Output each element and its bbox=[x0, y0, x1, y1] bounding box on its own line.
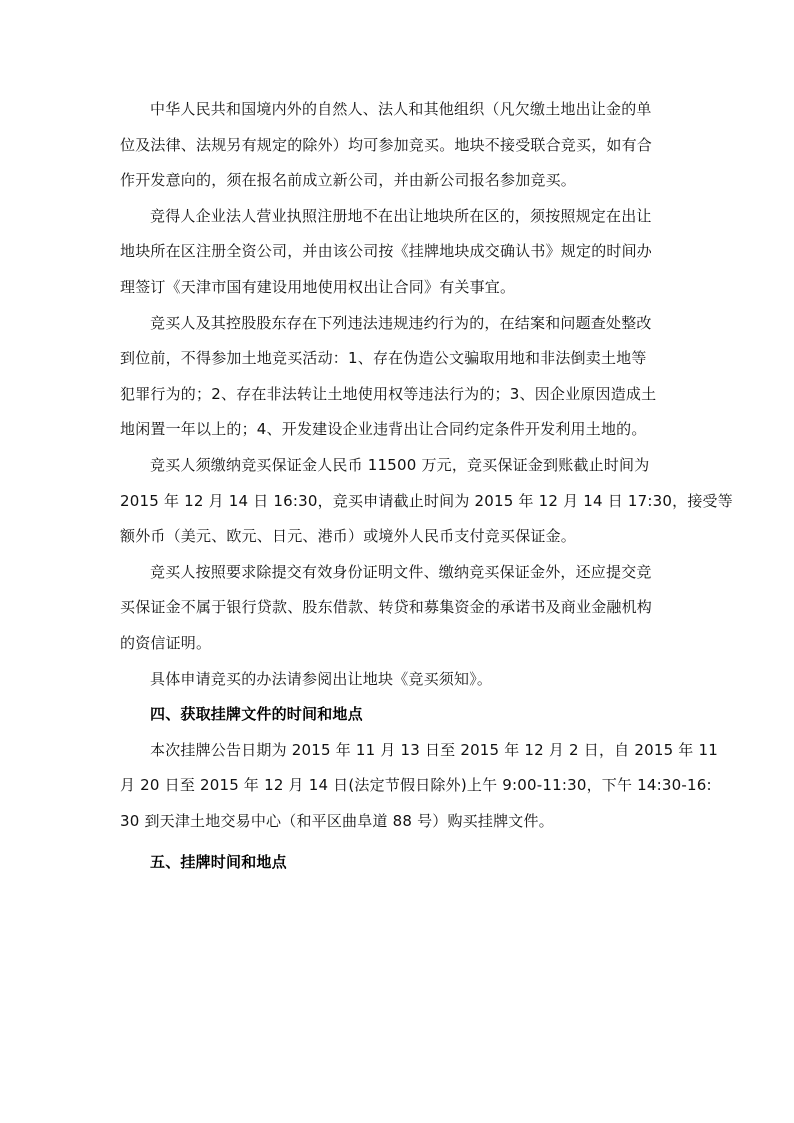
section-heading-5: 五、挂牌时间和地点 bbox=[150, 853, 287, 872]
text-line: 月 20 日至 2015 年 12 月 14 日(法定节假日除外)上午 9:00-11:30，下午 14:30-16: bbox=[120, 776, 712, 795]
paragraph-registration bbox=[120, 199, 680, 306]
text-line: 具体申请竞买的办法请参阅出让地块《竞买须知》。 bbox=[150, 669, 493, 688]
text-line: 竞买人及其控股股东存在下列违法违规违约行为的，在结案和问题查处整改 bbox=[150, 313, 652, 332]
paragraph-instructions bbox=[120, 662, 680, 698]
text-line: 到位前，不得参加土地竞买活动：1、存在伪造公文骗取用地和非法倒卖土地等 bbox=[120, 349, 647, 368]
text-line: 的资信证明。 bbox=[120, 633, 212, 652]
text-line: 竞得人企业法人营业执照注册地不在出让地块所在区的，须按照规定在出让 bbox=[150, 206, 652, 225]
text-line: 理签订《天津市国有建设用地使用权出让合同》有关事宜。 bbox=[120, 277, 516, 296]
text-line: 位及法律、法规另有规定的除外）均可参加竞买。地块不接受联合竞买，如有合 bbox=[120, 135, 653, 154]
text-line: 本次挂牌公告日期为 2015 年 11 月 13 日至 2015 年 12 月 2 日，自 2015 年 11 bbox=[150, 740, 718, 759]
paragraph-deposit bbox=[120, 448, 733, 555]
text-line: 竞买人须缴纳竞买保证金人民币 11500 万元，竞买保证金到账截止时间为 bbox=[150, 455, 650, 474]
text-line: 额外币（美元、欧元、日元、港币）或境外人民币支付竞买保证金。 bbox=[120, 527, 577, 546]
text-line: 30 到天津土地交易中心（和平区曲阜道 88 号）购买挂牌文件。 bbox=[120, 811, 554, 830]
text-line: 地闲置一年以上的；4、开发建设企业违背出让合同约定条件开发利用土地的。 bbox=[120, 420, 647, 439]
text-line: 中华人民共和国境内外的自然人、法人和其他组织（凡欠缴土地出让金的单 bbox=[150, 100, 652, 118]
text-line: 犯罪行为的；2、存在非法转让土地使用权等违法行为的；3、因企业原因造成土 bbox=[120, 384, 657, 403]
text-line: 作开发意向的，须在报名前成立新公司，并由新公司报名参加竞买。 bbox=[120, 171, 577, 190]
paragraph-eligibility bbox=[120, 92, 680, 199]
paragraph-documents bbox=[120, 555, 680, 662]
section-heading-4: 四、获取挂牌文件的时间和地点 bbox=[150, 705, 363, 724]
text-line: 竞买人按照要求除提交有效身份证明文件、缴纳竞买保证金外，还应提交竞 bbox=[150, 562, 652, 581]
text-line: 2015 年 12 月 14 日 16:30，竞买申请截止时间为 2015 年 12 月 14 日 17:30，接受等 bbox=[120, 491, 733, 510]
paragraph-violations bbox=[120, 306, 680, 448]
text-line: 买保证金不属于银行贷款、股东借款、转贷和募集资金的承诺书及商业金融机构 bbox=[120, 598, 653, 617]
paragraph-document-purchase bbox=[120, 733, 718, 840]
text-line: 地块所在区注册全资公司，并由该公司按《挂牌地块成交确认书》规定的时间办 bbox=[120, 242, 653, 261]
document-body bbox=[120, 92, 733, 881]
